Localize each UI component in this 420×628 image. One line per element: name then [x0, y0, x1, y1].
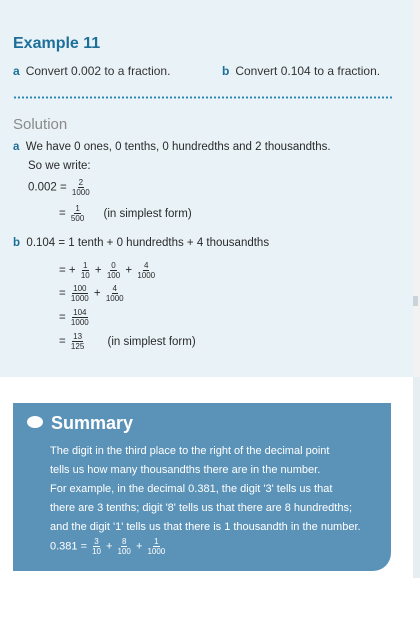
summary-box	[13, 403, 391, 571]
solution-b-text1: 0.104 = 1 tenth + 0 hundredths + 4 thousandths	[26, 237, 270, 249]
fraction: $\frac{1}{500}$	[70, 204, 85, 223]
fraction: $\frac{0}{100}$	[106, 261, 121, 280]
simplest-form-note: (in simplest form)	[107, 335, 196, 348]
solution-b-eq3: = $\frac{104}{1000}$	[59, 308, 89, 327]
solution-heading: Solution	[13, 116, 68, 133]
question-a	[13, 64, 170, 78]
fraction: $\frac{104}{1000}$	[70, 308, 89, 327]
page-edge-tab	[413, 296, 418, 306]
question-a-text: Convert 0.002 to a fraction.	[25, 64, 171, 78]
fraction: $\frac{2}{1000}$	[71, 178, 90, 197]
summary-eq-lhs: 0.381 =	[50, 540, 88, 553]
solution-a-line2: So we write:	[28, 160, 91, 172]
summary-title: Summary	[51, 413, 134, 433]
fraction: $\frac{1}{10}$	[80, 261, 90, 280]
summary-line1: The digit in the third place to the right of the decimal point	[50, 445, 330, 457]
solution-b-label: b	[13, 237, 21, 249]
question-a-label: a	[13, 64, 20, 78]
fraction: $\frac{3}{10}$	[92, 537, 101, 556]
fraction: $\frac{4}{1000}$	[137, 261, 156, 280]
summary-line5: and the digit '1' tells us that there is 1 thousandth in the number.	[50, 521, 361, 533]
fraction: $\frac{100}{1000}$	[70, 284, 89, 303]
fraction: $\frac{8}{100}$	[117, 537, 131, 556]
fraction: $\frac{4}{1000}$	[105, 284, 124, 303]
solution-a-label: a	[13, 141, 20, 153]
solution-a-eq1	[28, 178, 92, 197]
solution-b-eq2: = $\frac{100}{1000}$ + $\frac{4}{1000}$	[59, 284, 124, 303]
solution-a-eq2: = $\frac{1}{500}$ (in simplest form)	[59, 204, 192, 223]
summary-bullet-icon	[27, 416, 43, 428]
question-b-text: Convert 0.104 to a fraction.	[235, 64, 381, 78]
example-title: Example 11	[13, 35, 101, 52]
fraction: $\frac{13}{125}$	[70, 332, 85, 351]
dotted-divider	[13, 96, 393, 99]
simplest-form-note: (in simplest form)	[103, 207, 192, 220]
solution-a-text1: We have 0 ones, 0 tenths, 0 hundredths and 2 thousandths.	[25, 141, 331, 153]
solution-a-eq1-lhs: 0.002 =	[28, 181, 67, 194]
summary-equation: 0.381 = $\frac{3}{10}$ + $\frac{8}{100}$ + $\frac{1}{1000}$	[50, 537, 166, 556]
summary-line2: tells us how many thousandths there are in the number.	[50, 464, 321, 476]
solution-b-eq4: = $\frac{13}{125}$ (in simplest form)	[59, 332, 196, 351]
fraction: $\frac{1}{1000}$	[147, 537, 166, 556]
page-edge-lower	[413, 377, 420, 578]
summary-line3: For example, in the decimal 0.381, the digit '3' tells us that	[50, 483, 333, 495]
summary-line4: there are 3 tenths; digit '8' tells us that there are 8 hundredths;	[50, 502, 352, 514]
question-b-label: b	[222, 64, 230, 78]
solution-b-eq1: = + $\frac{1}{10}$ + $\frac{0}{100}$ + $\frac{4}{1000}$	[59, 261, 156, 280]
solution-a-line1	[13, 141, 331, 153]
solution-b-line1	[13, 237, 269, 249]
question-b	[222, 64, 380, 78]
